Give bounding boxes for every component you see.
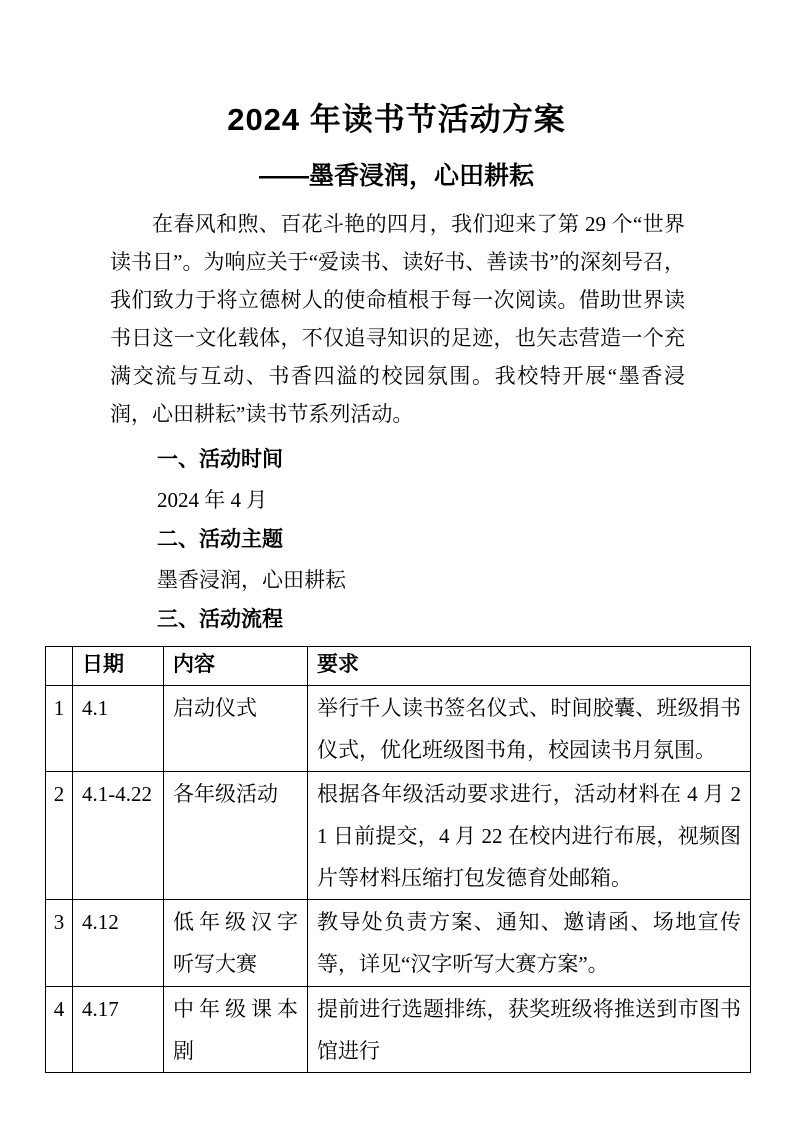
section-heading-activity-theme: 二、活动主题	[157, 528, 283, 551]
cell-date: 4.17	[73, 987, 164, 1073]
cell-row-number: 4	[46, 987, 73, 1073]
cell-date: 4.1	[73, 686, 164, 772]
page-title: 2024 年读书节活动方案	[227, 102, 566, 137]
table-row	[46, 987, 751, 1073]
section-list	[0, 440, 793, 640]
cell-row-number: 3	[46, 900, 73, 987]
table-row	[46, 900, 751, 987]
activity-schedule-table	[45, 646, 751, 1073]
section-heading-activity-time: 一、活动时间	[157, 448, 283, 471]
cell-row-number: 1	[46, 686, 73, 772]
header-cell-content: 内容	[164, 647, 308, 686]
cell-requirement: 教导处负责方案、通知、邀请函、场地宣传等，详见“汉字听写大赛方案”。	[308, 900, 751, 987]
table-row	[46, 686, 751, 772]
cell-row-number: 2	[46, 772, 73, 900]
cell-content: 各年级活动	[164, 772, 308, 900]
section-body-activity-theme: 墨香浸润，心田耕耘	[157, 568, 346, 592]
cell-date: 4.12	[73, 900, 164, 987]
header-cell-date: 日期	[73, 647, 164, 686]
cell-requirement: 举行千人读书签名仪式、时间胶囊、班级捐书仪式，优化班级图书角，校园读书月氛围。	[308, 686, 751, 772]
cell-requirement: 提前进行选题排练，获奖班级将推送到市图书馆进行	[308, 987, 751, 1073]
section-body-activity-time: 2024 年 4 月	[157, 488, 268, 512]
cell-date: 4.1-4.22	[73, 772, 164, 900]
intro-paragraph: 在春风和煦、百花斗艳的四月，我们迎来了第 29 个“世界读书日”。为响应关于“爱读书、读好书、善读书”的深刻号召，我们致力于将立德树人的使命植根于每一次阅读。借助世界读书日这一文化载体，不仅追寻知识的足迹，也矢志营造一个充满交流与互动、书香四溢的校园氛围。我校特开展“墨香浸润，心田耕耘”读书节系列活动。	[110, 212, 685, 426]
cell-content: 中年级课本剧	[164, 987, 308, 1073]
section-heading-activity-flow: 三、活动流程	[157, 608, 283, 631]
cell-requirement: 根据各年级活动要求进行，活动材料在 4 月 21 日前提交，4 月 22 在校内进行布展，视频图片等材料压缩打包发德育处邮箱。	[308, 772, 751, 900]
header-cell-requirement: 要求	[308, 647, 751, 686]
cell-content: 低年级汉字听写大赛	[164, 900, 308, 987]
cell-content: 启动仪式	[164, 686, 308, 772]
table-row	[46, 772, 751, 900]
header-cell-number	[46, 647, 73, 686]
page-subtitle: ——墨香浸润，心田耕耘	[258, 162, 534, 190]
table-header-row	[46, 647, 751, 686]
